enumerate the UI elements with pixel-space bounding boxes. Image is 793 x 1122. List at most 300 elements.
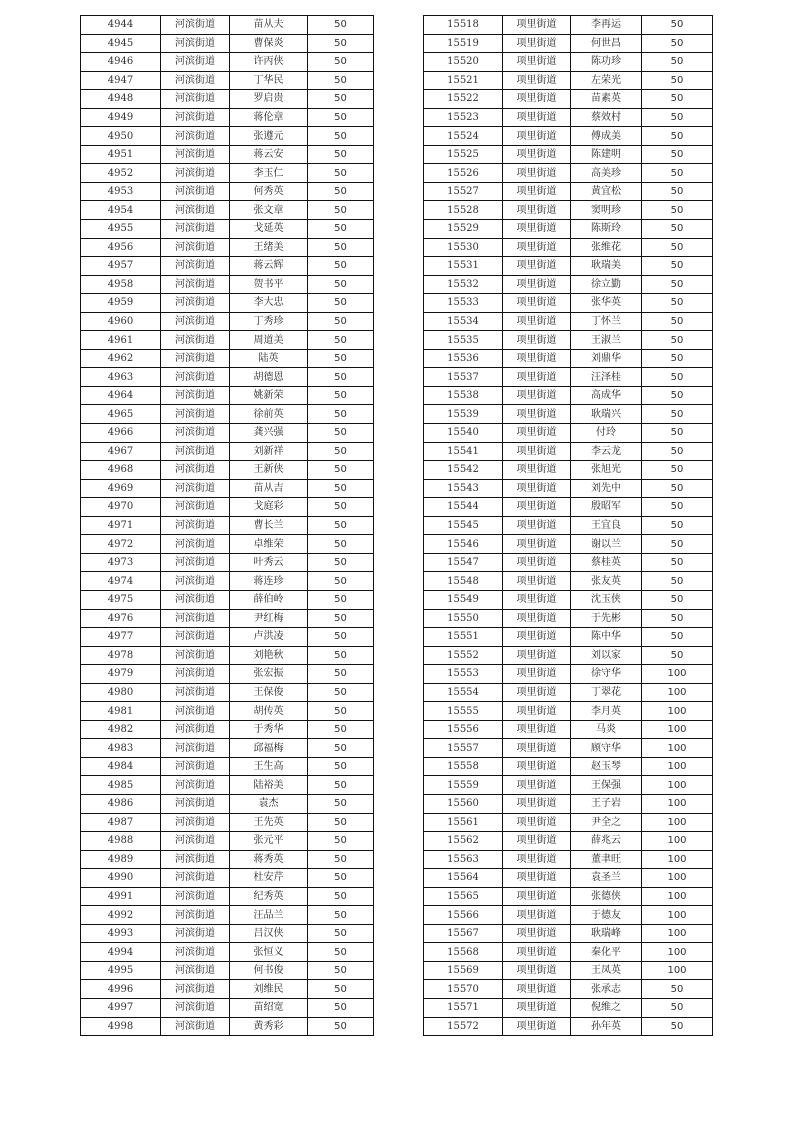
street-cell: 项里街道: [503, 164, 571, 183]
name-cell: 马炎: [571, 720, 642, 739]
row-id-cell: 4947: [81, 71, 161, 90]
row-id-cell: 4964: [81, 386, 161, 405]
street-cell: 项里街道: [503, 182, 571, 201]
table-row: [424, 906, 713, 925]
street-cell: 项里街道: [503, 516, 571, 535]
name-cell: 曹长兰: [230, 516, 308, 535]
roster-table-left-body: [81, 16, 374, 1036]
name-cell: 于秀华: [230, 720, 308, 739]
name-cell: 苗素英: [571, 90, 642, 109]
street-cell: 项里街道: [503, 201, 571, 220]
table-row: [81, 553, 374, 572]
table-row: [81, 887, 374, 906]
table-row: [424, 331, 713, 350]
street-cell: 河滨街道: [161, 461, 230, 480]
street-cell: 项里街道: [503, 665, 571, 684]
row-id-cell: 4971: [81, 516, 161, 535]
name-cell: 吕汉侠: [230, 924, 308, 943]
row-id-cell: 15563: [424, 850, 503, 869]
amount-cell: 50: [308, 1017, 374, 1036]
table-row: [424, 164, 713, 183]
name-cell: 王宜良: [571, 516, 642, 535]
name-cell: 殷昭军: [571, 498, 642, 517]
street-cell: 河滨街道: [161, 776, 230, 795]
name-cell: 丁翠花: [571, 683, 642, 702]
amount-cell: 50: [642, 108, 713, 127]
table-row: [81, 405, 374, 424]
row-id-cell: 15546: [424, 535, 503, 554]
table-row: [424, 16, 713, 35]
row-id-cell: 15531: [424, 257, 503, 276]
roster-table-left: [80, 15, 374, 1036]
street-cell: 河滨街道: [161, 516, 230, 535]
amount-cell: 50: [308, 850, 374, 869]
name-cell: 蒋云安: [230, 145, 308, 164]
row-id-cell: 15549: [424, 590, 503, 609]
street-cell: 项里街道: [503, 498, 571, 517]
row-id-cell: 4966: [81, 424, 161, 443]
street-cell: 河滨街道: [161, 553, 230, 572]
name-cell: 尹全之: [571, 813, 642, 832]
table-row: [81, 813, 374, 832]
name-cell: 沈玉侠: [571, 590, 642, 609]
street-cell: 项里街道: [503, 349, 571, 368]
amount-cell: 50: [308, 906, 374, 925]
amount-cell: 100: [642, 776, 713, 795]
amount-cell: 50: [308, 553, 374, 572]
roster-table-right-body: [424, 16, 713, 1036]
row-id-cell: 4990: [81, 869, 161, 888]
amount-cell: 50: [642, 312, 713, 331]
amount-cell: 50: [308, 683, 374, 702]
row-id-cell: 4987: [81, 813, 161, 832]
table-row: [424, 479, 713, 498]
street-cell: 项里街道: [503, 331, 571, 350]
table-row: [424, 275, 713, 294]
table-row: [81, 739, 374, 758]
row-id-cell: 4989: [81, 850, 161, 869]
row-id-cell: 4997: [81, 998, 161, 1017]
amount-cell: 50: [642, 368, 713, 387]
row-id-cell: 15547: [424, 553, 503, 572]
name-cell: 徐守华: [571, 665, 642, 684]
amount-cell: 50: [308, 961, 374, 980]
table-row: [81, 53, 374, 72]
table-row: [424, 461, 713, 480]
name-cell: 倪维之: [571, 998, 642, 1017]
street-cell: 河滨街道: [161, 832, 230, 851]
row-id-cell: 15528: [424, 201, 503, 220]
amount-cell: 100: [642, 794, 713, 813]
name-cell: 何世昌: [571, 34, 642, 53]
street-cell: 河滨街道: [161, 53, 230, 72]
row-id-cell: 4945: [81, 34, 161, 53]
row-id-cell: 15559: [424, 776, 503, 795]
row-id-cell: 4978: [81, 646, 161, 665]
table-row: [424, 702, 713, 721]
name-cell: 张友英: [571, 572, 642, 591]
street-cell: 河滨街道: [161, 998, 230, 1017]
name-cell: 汪泽桂: [571, 368, 642, 387]
amount-cell: 50: [642, 275, 713, 294]
name-cell: 董聿旺: [571, 850, 642, 869]
row-id-cell: 15541: [424, 442, 503, 461]
name-cell: 苗从吉: [230, 479, 308, 498]
name-cell: 徐前英: [230, 405, 308, 424]
name-cell: 谢以兰: [571, 535, 642, 554]
street-cell: 项里街道: [503, 776, 571, 795]
amount-cell: 50: [642, 1017, 713, 1036]
table-row: [424, 609, 713, 628]
amount-cell: 50: [308, 739, 374, 758]
row-id-cell: 15568: [424, 943, 503, 962]
table-row: [424, 961, 713, 980]
amount-cell: 50: [308, 776, 374, 795]
table-row: [81, 127, 374, 146]
street-cell: 项里街道: [503, 869, 571, 888]
name-cell: 何书俊: [230, 961, 308, 980]
street-cell: 河滨街道: [161, 498, 230, 517]
row-id-cell: 4994: [81, 943, 161, 962]
amount-cell: 50: [642, 628, 713, 647]
row-id-cell: 4972: [81, 535, 161, 554]
name-cell: 邱福梅: [230, 739, 308, 758]
name-cell: 姚新荣: [230, 386, 308, 405]
amount-cell: 50: [308, 220, 374, 239]
row-id-cell: 15524: [424, 127, 503, 146]
table-row: [424, 757, 713, 776]
amount-cell: 50: [642, 220, 713, 239]
table-row: [424, 405, 713, 424]
table-row: [424, 924, 713, 943]
row-id-cell: 15533: [424, 294, 503, 313]
table-row: [81, 757, 374, 776]
name-cell: 尹红梅: [230, 609, 308, 628]
street-cell: 河滨街道: [161, 127, 230, 146]
street-cell: 河滨街道: [161, 479, 230, 498]
amount-cell: 50: [308, 312, 374, 331]
table-row: [424, 776, 713, 795]
street-cell: 项里街道: [503, 90, 571, 109]
table-row: [81, 665, 374, 684]
name-cell: 李云龙: [571, 442, 642, 461]
street-cell: 项里街道: [503, 71, 571, 90]
table-row: [81, 590, 374, 609]
row-id-cell: 15565: [424, 887, 503, 906]
name-cell: 叶秀云: [230, 553, 308, 572]
street-cell: 河滨街道: [161, 813, 230, 832]
amount-cell: 100: [642, 961, 713, 980]
street-cell: 项里街道: [503, 757, 571, 776]
row-id-cell: 15540: [424, 424, 503, 443]
amount-cell: 50: [642, 34, 713, 53]
street-cell: 河滨街道: [161, 887, 230, 906]
row-id-cell: 15566: [424, 906, 503, 925]
street-cell: 河滨街道: [161, 405, 230, 424]
name-cell: 秦化平: [571, 943, 642, 962]
table-row: [81, 479, 374, 498]
row-id-cell: 4949: [81, 108, 161, 127]
table-row: [424, 887, 713, 906]
table-row: [424, 34, 713, 53]
row-id-cell: 15534: [424, 312, 503, 331]
amount-cell: 100: [642, 943, 713, 962]
street-cell: 项里街道: [503, 646, 571, 665]
street-cell: 项里街道: [503, 53, 571, 72]
name-cell: 高成华: [571, 386, 642, 405]
row-id-cell: 4973: [81, 553, 161, 572]
street-cell: 项里街道: [503, 609, 571, 628]
name-cell: 丁华民: [230, 71, 308, 90]
amount-cell: 100: [642, 665, 713, 684]
table-row: [424, 182, 713, 201]
amount-cell: 50: [642, 572, 713, 591]
street-cell: 项里街道: [503, 998, 571, 1017]
amount-cell: 50: [642, 590, 713, 609]
amount-cell: 50: [308, 201, 374, 220]
row-id-cell: 15556: [424, 720, 503, 739]
street-cell: 项里街道: [503, 628, 571, 647]
table-row: [81, 683, 374, 702]
table-row: [81, 720, 374, 739]
row-id-cell: 15542: [424, 461, 503, 480]
amount-cell: 50: [308, 145, 374, 164]
name-cell: 薛兆云: [571, 832, 642, 851]
table-row: [424, 238, 713, 257]
street-cell: 河滨街道: [161, 702, 230, 721]
row-id-cell: 15537: [424, 368, 503, 387]
row-id-cell: 4980: [81, 683, 161, 702]
street-cell: 河滨街道: [161, 164, 230, 183]
row-id-cell: 15539: [424, 405, 503, 424]
name-cell: 胡德恩: [230, 368, 308, 387]
amount-cell: 50: [642, 71, 713, 90]
table-row: [81, 312, 374, 331]
amount-cell: 50: [642, 386, 713, 405]
street-cell: 项里街道: [503, 943, 571, 962]
table-row: [424, 535, 713, 554]
street-cell: 项里街道: [503, 108, 571, 127]
name-cell: 丁怀兰: [571, 312, 642, 331]
street-cell: 项里街道: [503, 535, 571, 554]
amount-cell: 100: [642, 850, 713, 869]
table-row: [81, 34, 374, 53]
street-cell: 河滨街道: [161, 943, 230, 962]
table-row: [81, 182, 374, 201]
row-id-cell: 4951: [81, 145, 161, 164]
row-id-cell: 15520: [424, 53, 503, 72]
name-cell: 戈延英: [230, 220, 308, 239]
table-row: [424, 813, 713, 832]
street-cell: 河滨街道: [161, 869, 230, 888]
row-id-cell: 15572: [424, 1017, 503, 1036]
street-cell: 项里街道: [503, 461, 571, 480]
row-id-cell: 15552: [424, 646, 503, 665]
amount-cell: 50: [308, 349, 374, 368]
name-cell: 李玉仁: [230, 164, 308, 183]
street-cell: 河滨街道: [161, 34, 230, 53]
amount-cell: 100: [642, 887, 713, 906]
name-cell: 曹保炎: [230, 34, 308, 53]
row-id-cell: 15545: [424, 516, 503, 535]
row-id-cell: 15551: [424, 628, 503, 647]
row-id-cell: 15557: [424, 739, 503, 758]
amount-cell: 50: [308, 628, 374, 647]
amount-cell: 50: [642, 553, 713, 572]
table-row: [81, 869, 374, 888]
row-id-cell: 15554: [424, 683, 503, 702]
row-id-cell: 4985: [81, 776, 161, 795]
amount-cell: 50: [642, 516, 713, 535]
name-cell: 刘新祥: [230, 442, 308, 461]
amount-cell: 100: [642, 757, 713, 776]
row-id-cell: 4961: [81, 331, 161, 350]
row-id-cell: 4986: [81, 794, 161, 813]
row-id-cell: 4967: [81, 442, 161, 461]
amount-cell: 50: [308, 442, 374, 461]
name-cell: 张宏振: [230, 665, 308, 684]
street-cell: 河滨街道: [161, 90, 230, 109]
amount-cell: 50: [308, 108, 374, 127]
row-id-cell: 4970: [81, 498, 161, 517]
amount-cell: 50: [308, 71, 374, 90]
street-cell: 河滨街道: [161, 71, 230, 90]
table-row: [81, 832, 374, 851]
amount-cell: 100: [642, 702, 713, 721]
name-cell: 王先英: [230, 813, 308, 832]
name-cell: 刘艳秋: [230, 646, 308, 665]
table-row: [81, 71, 374, 90]
street-cell: 河滨街道: [161, 739, 230, 758]
street-cell: 河滨街道: [161, 590, 230, 609]
name-cell: 王淑兰: [571, 331, 642, 350]
table-row: [81, 980, 374, 999]
table-row: [424, 832, 713, 851]
row-id-cell: 4958: [81, 275, 161, 294]
table-row: [81, 331, 374, 350]
amount-cell: 50: [308, 832, 374, 851]
row-id-cell: 15560: [424, 794, 503, 813]
street-cell: 项里街道: [503, 127, 571, 146]
street-cell: 河滨街道: [161, 145, 230, 164]
street-cell: 项里街道: [503, 572, 571, 591]
name-cell: 龚兴强: [230, 424, 308, 443]
amount-cell: 50: [308, 794, 374, 813]
street-cell: 项里街道: [503, 924, 571, 943]
table-row: [424, 850, 713, 869]
name-cell: 张文章: [230, 201, 308, 220]
table-row: [424, 1017, 713, 1036]
table-row: [424, 145, 713, 164]
table-row: [424, 720, 713, 739]
name-cell: 戈庭彩: [230, 498, 308, 517]
amount-cell: 50: [308, 238, 374, 257]
row-id-cell: 4976: [81, 609, 161, 628]
table-row: [424, 294, 713, 313]
amount-cell: 50: [642, 461, 713, 480]
amount-cell: 50: [642, 294, 713, 313]
amount-cell: 50: [642, 498, 713, 517]
name-cell: 李月英: [571, 702, 642, 721]
amount-cell: 50: [308, 479, 374, 498]
name-cell: 周道美: [230, 331, 308, 350]
row-id-cell: 4974: [81, 572, 161, 591]
amount-cell: 50: [642, 16, 713, 35]
amount-cell: 50: [308, 720, 374, 739]
table-row: [424, 943, 713, 962]
table-row: [424, 257, 713, 276]
amount-cell: 50: [308, 53, 374, 72]
street-cell: 项里街道: [503, 590, 571, 609]
amount-cell: 50: [642, 442, 713, 461]
name-cell: 张承志: [571, 980, 642, 999]
row-id-cell: 15543: [424, 479, 503, 498]
row-id-cell: 4950: [81, 127, 161, 146]
row-id-cell: 4991: [81, 887, 161, 906]
table-row: [424, 498, 713, 517]
name-cell: 蒋伦章: [230, 108, 308, 127]
name-cell: 孙年英: [571, 1017, 642, 1036]
name-cell: 黄秀彩: [230, 1017, 308, 1036]
table-row: [81, 516, 374, 535]
row-id-cell: 15538: [424, 386, 503, 405]
table-row: [81, 16, 374, 35]
row-id-cell: 15518: [424, 16, 503, 35]
name-cell: 卢洪凌: [230, 628, 308, 647]
name-cell: 王生高: [230, 757, 308, 776]
table-row: [81, 850, 374, 869]
amount-cell: 50: [308, 924, 374, 943]
street-cell: 项里街道: [503, 702, 571, 721]
street-cell: 项里街道: [503, 442, 571, 461]
street-cell: 河滨街道: [161, 182, 230, 201]
row-id-cell: 15561: [424, 813, 503, 832]
table-row: [81, 535, 374, 554]
table-row: [424, 368, 713, 387]
name-cell: 陈建明: [571, 145, 642, 164]
row-id-cell: 4979: [81, 665, 161, 684]
name-cell: 袁圣兰: [571, 869, 642, 888]
row-id-cell: 4954: [81, 201, 161, 220]
name-cell: 苗从夫: [230, 16, 308, 35]
row-id-cell: 15569: [424, 961, 503, 980]
amount-cell: 50: [642, 127, 713, 146]
street-cell: 项里街道: [503, 906, 571, 925]
amount-cell: 50: [308, 386, 374, 405]
street-cell: 河滨街道: [161, 850, 230, 869]
table-row: [424, 71, 713, 90]
amount-cell: 50: [308, 887, 374, 906]
street-cell: 河滨街道: [161, 924, 230, 943]
name-cell: 陆英: [230, 349, 308, 368]
table-row: [424, 998, 713, 1017]
amount-cell: 50: [642, 53, 713, 72]
street-cell: 河滨街道: [161, 628, 230, 647]
amount-cell: 50: [642, 405, 713, 424]
name-cell: 左荣光: [571, 71, 642, 90]
table-row: [81, 442, 374, 461]
name-cell: 于德友: [571, 906, 642, 925]
table-row: [424, 980, 713, 999]
street-cell: 河滨街道: [161, 108, 230, 127]
row-id-cell: 4944: [81, 16, 161, 35]
street-cell: 河滨街道: [161, 442, 230, 461]
street-cell: 河滨街道: [161, 572, 230, 591]
row-id-cell: 15548: [424, 572, 503, 591]
row-id-cell: 15567: [424, 924, 503, 943]
table-row: [424, 628, 713, 647]
street-cell: 项里街道: [503, 238, 571, 257]
